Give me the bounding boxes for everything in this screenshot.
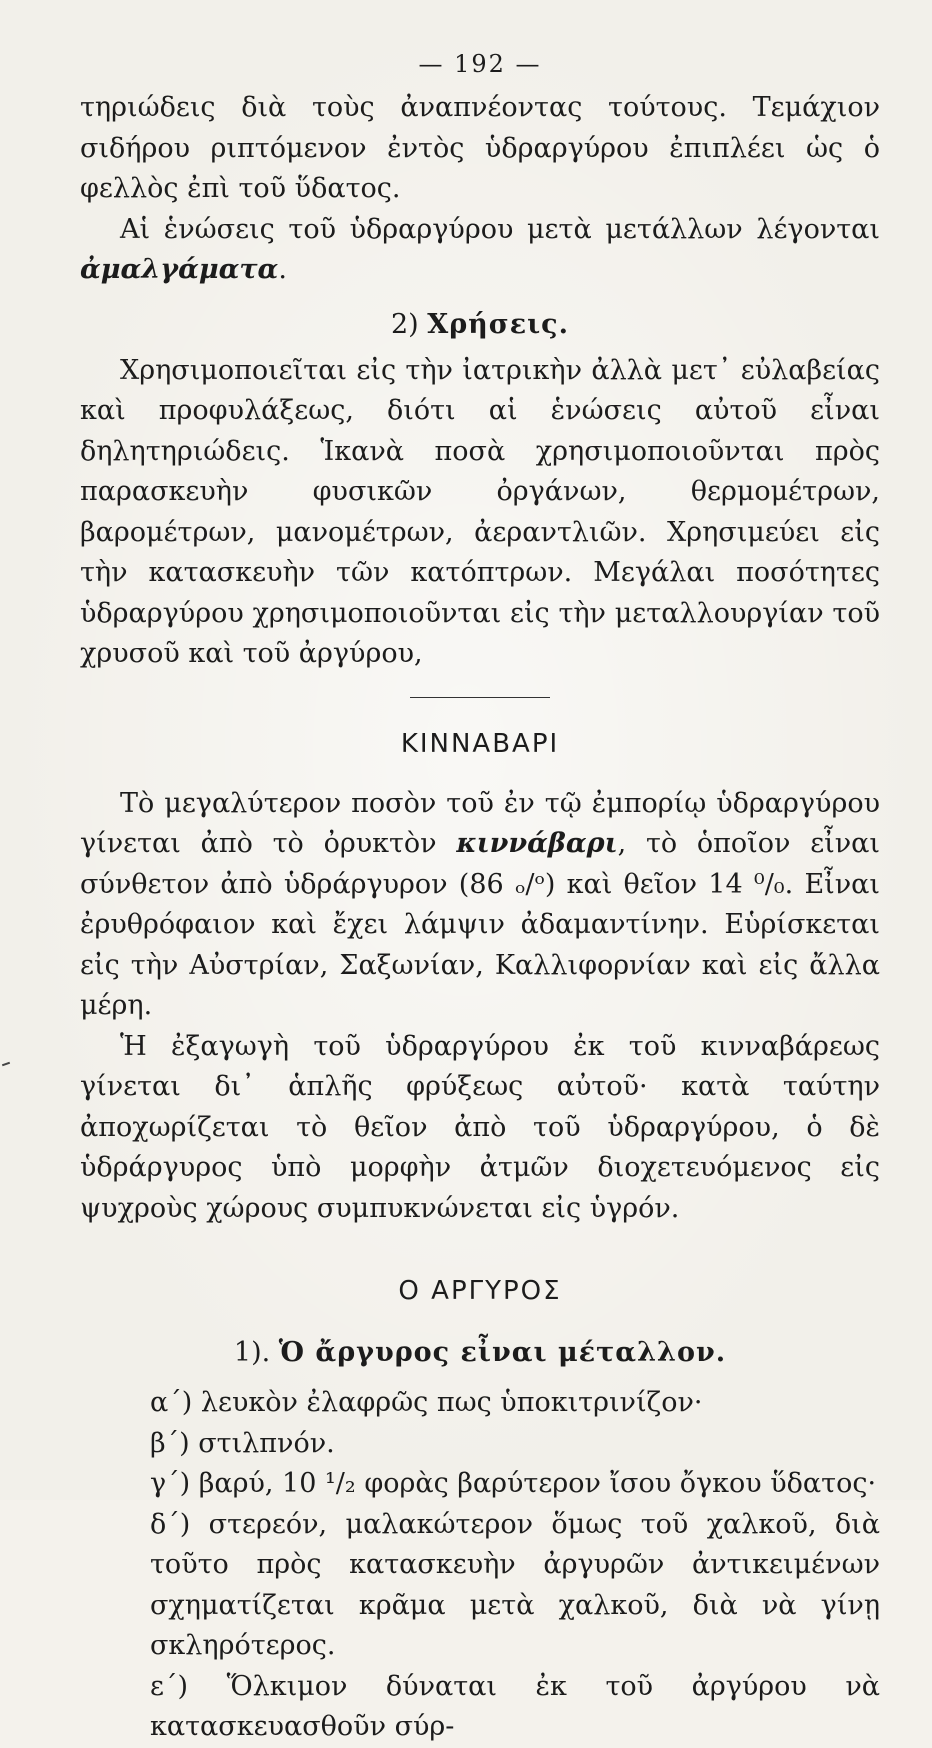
cinnabar-text-b: , τὸ ὁποῖον εἶναι σύνθετον ἀπὸ ὑδράργυρον (86 ₒ/ᵒ) καὶ θεῖον 14 ⁰/₀. Εἶναι ἐρυθρόφαιον καὶ ἔχει λάμψιν ἀδαμαντίνην. Εὑρίσκεται εἰς τὴν Αὐστρίαν, Σαξωνίαν, Καλλιφορνίαν καὶ εἰς ἄλλα μέρη. xyxy=(80,828,880,1021)
mercury-paragraph-amalgams xyxy=(80,210,880,291)
cinnabar-paragraph-2: Ἡ ἐξαγωγὴ τοῦ ὑδραργύρου ἐκ τοῦ κινναβάρεως γίνεται δι᾽ ἁπλῆς φρύξεως αὐτοῦ· κατὰ ταύτην ἀποχωρίζεται τὸ θεῖον ἀπὸ τοῦ ὑδραργύρου, ὁ δὲ ὑδράργυρος ὑπὸ μορφὴν ἀτμῶν διοχετευόμενος εἰς ψυχροὺς χώρους συμπυκνώνεται εἰς ὑγρόν. xyxy=(80,1030,880,1224)
silver-heading-number: 1). xyxy=(233,1337,271,1368)
cinnabar-term: κιννάβαρι xyxy=(456,828,618,859)
uses-heading-word: Χρήσεις. xyxy=(427,308,570,340)
uses-heading-number: 2) xyxy=(390,308,419,340)
list-item: ε΄) Ὅλκιμον δύναται ἐκ τοῦ ἀργύρου νὰ κατασκευασθοῦν σύρ- xyxy=(150,1670,880,1742)
list-item: β΄) στιλπνόν. xyxy=(150,1427,335,1459)
silver-title: Ο ΑΡΓΥΡΟΣ xyxy=(398,1276,562,1306)
silver-heading-text: Ὁ ἄργυρος εἶναι μέταλλον. xyxy=(278,1337,727,1368)
section-divider xyxy=(410,697,550,698)
silver-heading xyxy=(80,1331,880,1375)
amalgams-term: ἀμαλγάματα xyxy=(80,254,279,285)
cinnabar-paragraph-1 xyxy=(80,784,880,1027)
uses-paragraph: Χρησιμοποιεῖται εἰς τὴν ἰατρικὴν ἀλλὰ μετ᾽ εὐλαβείας καὶ προφυλάξεως, διότι αἱ ἑνώσεις αὐτοῦ εἶναι δηλητηριώδεις. Ἱκανὰ ποσὰ χρησιμοποιοῦνται πρὸς παρασκευὴν φυσικῶν ὀργάνων, θερμομέτρων, βαρομέτρων, μανομέτρων, ἀεραντλιῶν. Χρησιμεύει εἰς τὴν κατασκευὴν τῶν κατόπτρων. Μεγάλαι ποσότητες ὑδραργύρου χρησιμοποιοῦνται εἰς τὴν μεταλλουργίαν τοῦ χρυσοῦ καὶ τοῦ ἀργύρου, xyxy=(80,354,880,669)
amalgams-sentence: Αἱ ἑνώσεις τοῦ ὑδραργύρου μετὰ μετάλλων λέγονται xyxy=(120,213,880,245)
list-item: α΄) λευκὸν ἐλαφρῶς πως ὑποκιτρινίζον· xyxy=(150,1387,703,1418)
text-column xyxy=(80,40,880,1748)
cinnabar-title: ΚΙΝΝΑΒΑΡΙ xyxy=(400,728,560,759)
list-item: δ΄) στερεόν, μαλακώτερον ὅμως τοῦ χαλκοῦ, διὰ τοῦτο πρὸς κατασκευὴν ἀργυρῶν ἀντικειμένων σχηματίζεται κρᾶμα μετὰ χαλκοῦ, διὰ νὰ γίνῃ σκληρότερος. xyxy=(150,1508,880,1661)
uses-heading xyxy=(80,303,880,347)
mercury-paragraph-1: τηριώδεις διὰ τοὺς ἀναπνέοντας τούτους. Τεμάχιον σιδήρου ριπτόμενον ἐντὸς ὑδραργύρου ἐπιπλέει ὡς ὁ φελλὸς ἐπὶ τοῦ ὕδατος. xyxy=(80,92,880,204)
silver-properties-list xyxy=(80,1383,880,1748)
page-number: — 192 — xyxy=(418,50,542,78)
amalgams-period: . xyxy=(278,254,287,285)
list-item: γ΄) βαρύ, 10 ¹/₂ φορὰς βαρύτερον ἴσου ὄγκου ὕδατος· xyxy=(150,1468,877,1499)
spacer xyxy=(80,1229,880,1263)
cinnabar-text-a: Τὸ μεγαλύτερον ποσὸν τοῦ ἐν τῷ ἐμπορίῳ ὑδραργύρου γίνεται ἀπὸ τὸ ὀρυκτὸν xyxy=(80,787,880,859)
margin-mark xyxy=(2,1062,10,1067)
